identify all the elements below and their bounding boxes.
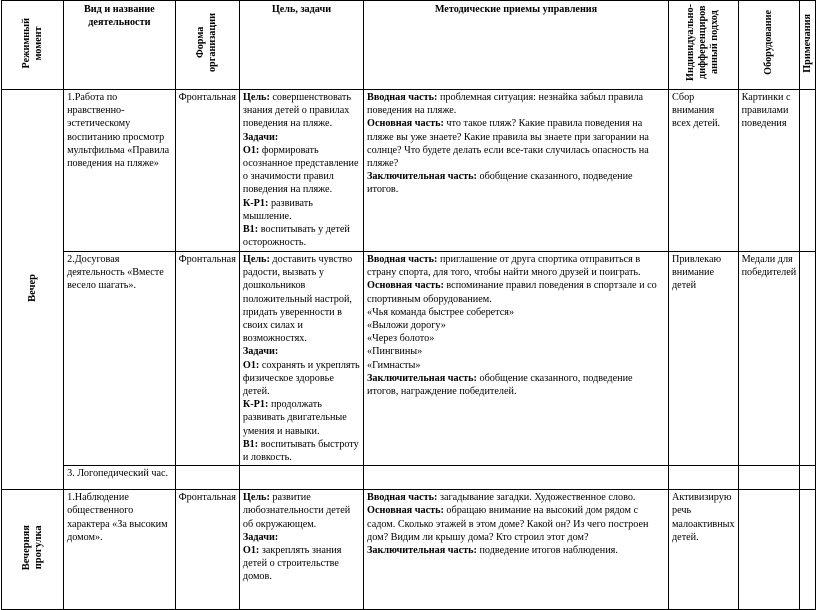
line-text: доставить чувство радости, вызвать у дошкольников положительный настрой, придать уверенности в своих силах и возможностях.: [242, 254, 353, 345]
individual-cell: Сбор внимания всех детей.: [668, 90, 738, 252]
line-text: загадывание загадки. Художественное слово.: [437, 492, 636, 504]
table-row: [2, 252, 816, 466]
bold-label: Вводная часть:: [367, 492, 438, 504]
line-text: обращаю внимание на высокий дом рядом с садом. Сколько этажей в этом доме? Какой он? Из чего построен дом? Видим ли крышу дома? Кто строил этот дом?: [367, 505, 649, 543]
bold-label: Цель:: [242, 492, 270, 504]
bold-label: К-Р1:: [242, 197, 269, 209]
header-methods: Методические приемы управления: [364, 1, 669, 90]
bold-label: Основная часть:: [367, 280, 444, 292]
line-text: воспитывать у детей осторожность.: [242, 224, 350, 249]
bold-label: Заключительная часть:: [367, 171, 477, 183]
text-line: [367, 504, 665, 544]
text-line: [243, 531, 360, 544]
line-text: «Чья команда быстрее соберется»: [367, 306, 515, 318]
bold-label: Задачи:: [242, 131, 279, 143]
line-text: обобщение сказанного, подведение итогов, награждение победителей.: [367, 372, 633, 398]
table-row: [2, 490, 816, 610]
line-text: закреплять знания детей о строительстве домов.: [242, 545, 342, 583]
text-line: [367, 170, 665, 196]
line-text: «Через болото»: [367, 333, 435, 345]
bold-label: Цель:: [242, 254, 270, 265]
text-line: [243, 131, 360, 144]
text-line: [367, 491, 665, 504]
header-regime: Режимный момент: [2, 1, 64, 90]
individual-cell: [668, 466, 738, 490]
line-text: сохранять и укреплять физическое здоровье детей.: [242, 359, 360, 398]
form-cell: [175, 466, 239, 490]
header-form: Форма организации: [175, 1, 239, 90]
line-text: развивать мышление.: [242, 197, 313, 222]
bold-label: В1:: [242, 224, 259, 236]
notes-cell: [800, 466, 816, 490]
header-individual: Индивидуально- дифференциров анный подход: [668, 1, 738, 90]
bold-label: О1:: [242, 144, 260, 156]
plan-table: [1, 0, 816, 610]
form-cell: Фронтальная: [175, 90, 239, 252]
text-line: [367, 306, 665, 319]
methods-cell: [364, 466, 669, 490]
goal-cell: [239, 90, 363, 252]
bold-label: Заключительная часть:: [367, 372, 477, 384]
bold-label: К-Р1:: [242, 399, 269, 411]
text-line: [367, 117, 665, 170]
form-cell: Фронтальная: [175, 490, 239, 610]
activity-cell: 1.Работа по нравственно-эстетическому воспитанию просмотр мультфильма «Правила поведения на пляже»: [64, 90, 176, 252]
text-line: [367, 372, 665, 398]
plan-body: [2, 90, 816, 610]
header-equipment: Оборудование: [738, 1, 800, 90]
equipment-cell: [738, 490, 800, 610]
regime-label: Вечер: [26, 273, 38, 302]
text-line: [367, 544, 665, 557]
text-line: [367, 359, 665, 372]
header-goal: Цель, задачи: [239, 1, 363, 90]
line-text: проблемная ситуация: незнайка забыл правила поведения на пляже.: [367, 92, 644, 117]
text-line: [243, 197, 360, 223]
activity-cell: 1.Наблюдение общественного характера «За высоким домом».: [64, 490, 176, 610]
line-text: «Выложи дорогу»: [367, 320, 446, 332]
regime-cell: [2, 90, 64, 490]
text-line: [367, 279, 665, 305]
goal-cell: [239, 252, 363, 466]
text-line: [243, 491, 360, 531]
methods-cell: [364, 252, 669, 466]
text-line: [243, 91, 360, 131]
text-line: [367, 319, 665, 332]
bold-label: О1:: [242, 545, 260, 557]
text-line: [367, 332, 665, 345]
header-notes: Примечания: [800, 1, 816, 90]
bold-label: В1:: [242, 438, 259, 450]
methods-cell: [364, 90, 669, 252]
bold-label: Вводная часть:: [367, 254, 438, 265]
bold-label: Задачи:: [242, 531, 279, 543]
header-row: [2, 1, 816, 90]
text-line: [243, 223, 360, 249]
line-text: подведение итогов наблюдения.: [476, 545, 618, 557]
text-line: [243, 359, 360, 399]
text-line: [367, 345, 665, 358]
text-line: [367, 91, 665, 117]
text-line: [243, 398, 360, 438]
table-row: [2, 466, 816, 490]
individual-cell: Активизирую речь малоактивных детей.: [668, 490, 738, 610]
activity-cell: 3. Логопедический час.: [64, 466, 176, 490]
activity-cell: 2.Досуговая деятельность «Вместе весело шагать».: [64, 252, 176, 466]
notes-cell: [800, 252, 816, 466]
bold-label: Вводная часть:: [367, 92, 438, 103]
line-text: «Пингвины»: [367, 346, 423, 358]
line-text: продолжать развивать двигательные умения и навыки.: [242, 399, 347, 437]
text-line: [243, 253, 360, 345]
methods-cell: [364, 490, 669, 610]
header-type: Вид и название деятельности: [64, 1, 176, 90]
line-text: воспитывать быстроту и ловкость.: [242, 438, 359, 464]
goal-cell: [239, 490, 363, 610]
equipment-cell: [738, 466, 800, 490]
notes-cell: [800, 490, 816, 610]
goal-cell: [239, 466, 363, 490]
regime-cell: [2, 490, 64, 610]
text-line: [243, 345, 360, 358]
notes-cell: [800, 90, 816, 252]
line-text: «Гимнасты»: [367, 359, 421, 371]
line-text: совершенствовать знания детей о правилах поведения на пляже.: [242, 92, 352, 130]
line-text: обобщение сказанного, подведение итогов.: [367, 171, 633, 196]
line-text: вспоминание правил поведения в спортзале и со спортивным оборудованием.: [367, 280, 657, 305]
text-line: [243, 544, 360, 584]
bold-label: О1:: [242, 359, 260, 371]
bold-label: Цель:: [242, 92, 270, 103]
equipment-cell: Картинки с правилами поведения: [738, 90, 800, 252]
bold-label: Заключительная часть:: [367, 545, 477, 557]
bold-label: Основная часть:: [367, 505, 444, 517]
bold-label: Задачи:: [242, 346, 279, 358]
line-text: развитие любознательности детей об окружающем.: [242, 492, 351, 530]
text-line: [367, 253, 665, 279]
form-cell: Фронтальная: [175, 252, 239, 466]
line-text: что такое пляж? Какие правила поведения на пляже вы уже знаете? Какие правила вы знаете при загорании на солнце? Что будете делать если все-таки случилась опасность на пляже?: [367, 118, 649, 170]
text-line: [243, 144, 360, 197]
individual-cell: Привлекаю внимание детей: [668, 252, 738, 466]
table-row: [2, 90, 816, 252]
equipment-cell: Медали для победителей: [738, 252, 800, 466]
line-text: приглашение от друга спортика отправиться в страну спорта, для того, чтобы найти много друзей и поиграть.: [367, 254, 641, 279]
text-line: [243, 438, 360, 464]
regime-label: Вечерняя прогулка: [20, 525, 44, 571]
bold-label: Основная часть:: [367, 118, 444, 130]
line-text: формировать осознанное представление о значимости правил поведения на пляже.: [242, 144, 359, 196]
